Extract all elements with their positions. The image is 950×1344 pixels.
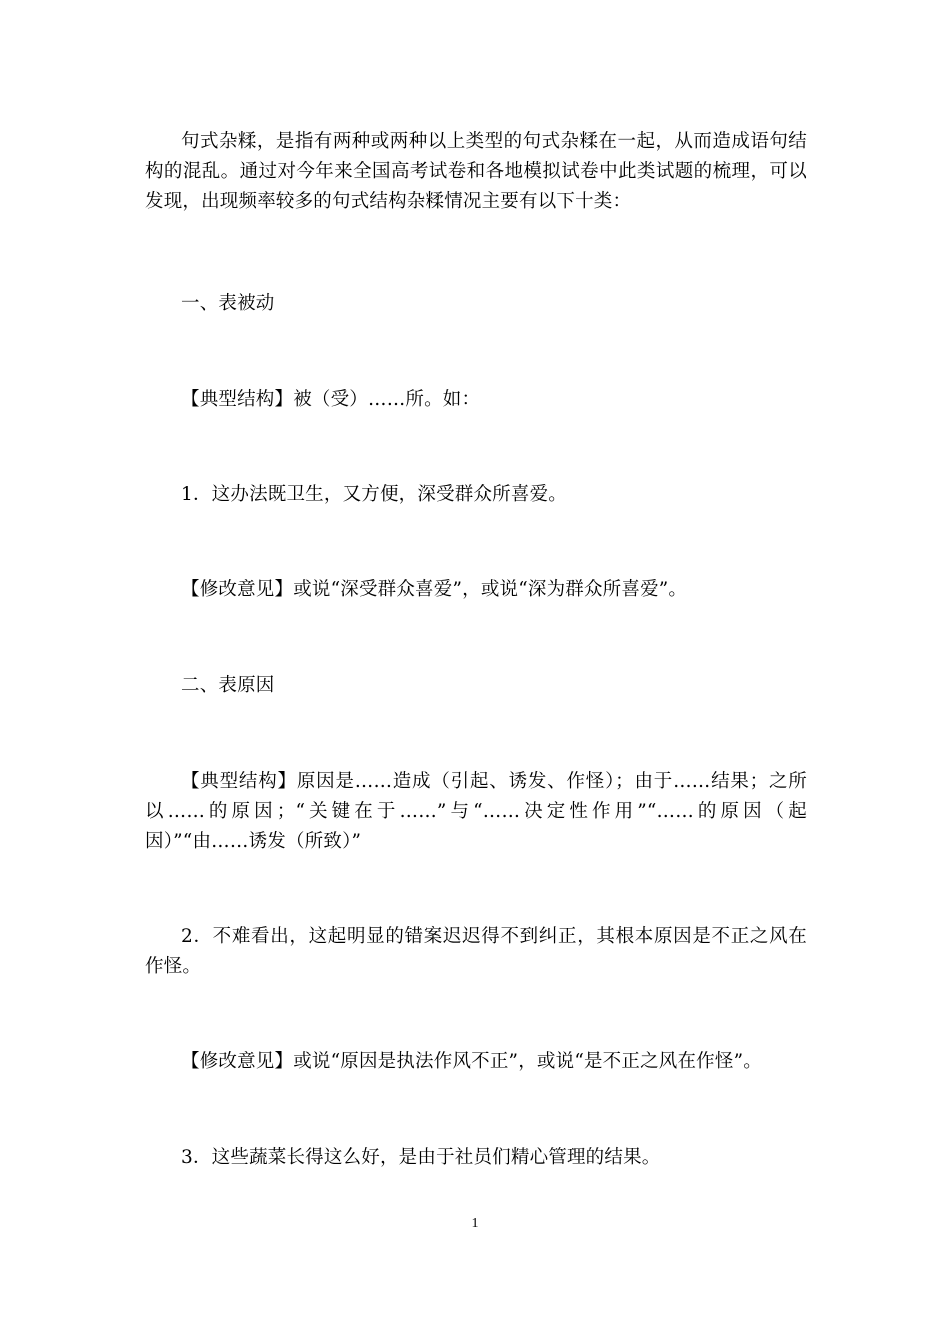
example-1: 1．这办法既卫生，又方便，深受群众所喜爱。	[181, 484, 567, 505]
page-number: 1	[471, 1216, 479, 1231]
example-2: 2．不难看出，这起明显的错案迟迟得不到纠正，其根本原因是不正之风在作怪。	[145, 926, 807, 977]
section-heading-cause: 二、表原因	[181, 675, 275, 696]
typical-structure-passive: 【典型结构】被（受）……所。如：	[181, 389, 481, 410]
section-heading-passive: 一、表被动	[181, 293, 275, 314]
example-3: 3．这些蔬菜长得这么好，是由于社员们精心管理的结果。	[181, 1147, 661, 1168]
typical-structure-cause: 【典型结构】原因是……造成（引起、诱发、作怪）；由于……结果；之所以……的原因；“关键在于……”与“……决定性作用”“……的原因（起因）”“由……诱发（所致）”	[145, 771, 807, 852]
revision-advice-1: 【修改意见】或说“深受群众喜爱”，或说“深为群众所喜爱”。	[181, 579, 688, 600]
revision-advice-2: 【修改意见】或说“原因是执法作风不正”，或说“是不正之风在作怪”。	[181, 1051, 762, 1072]
intro-paragraph: 句式杂糅，是指有两种或两种以上类型的句式杂糅在一起，从而造成语句结构的混乱。通过对今年来全国高考试卷和各地模拟试卷中此类试题的梳理，可以发现，出现频率较多的句式结构杂糅情况主要有以下十类：	[145, 131, 807, 212]
document-body	[145, 127, 807, 1173]
